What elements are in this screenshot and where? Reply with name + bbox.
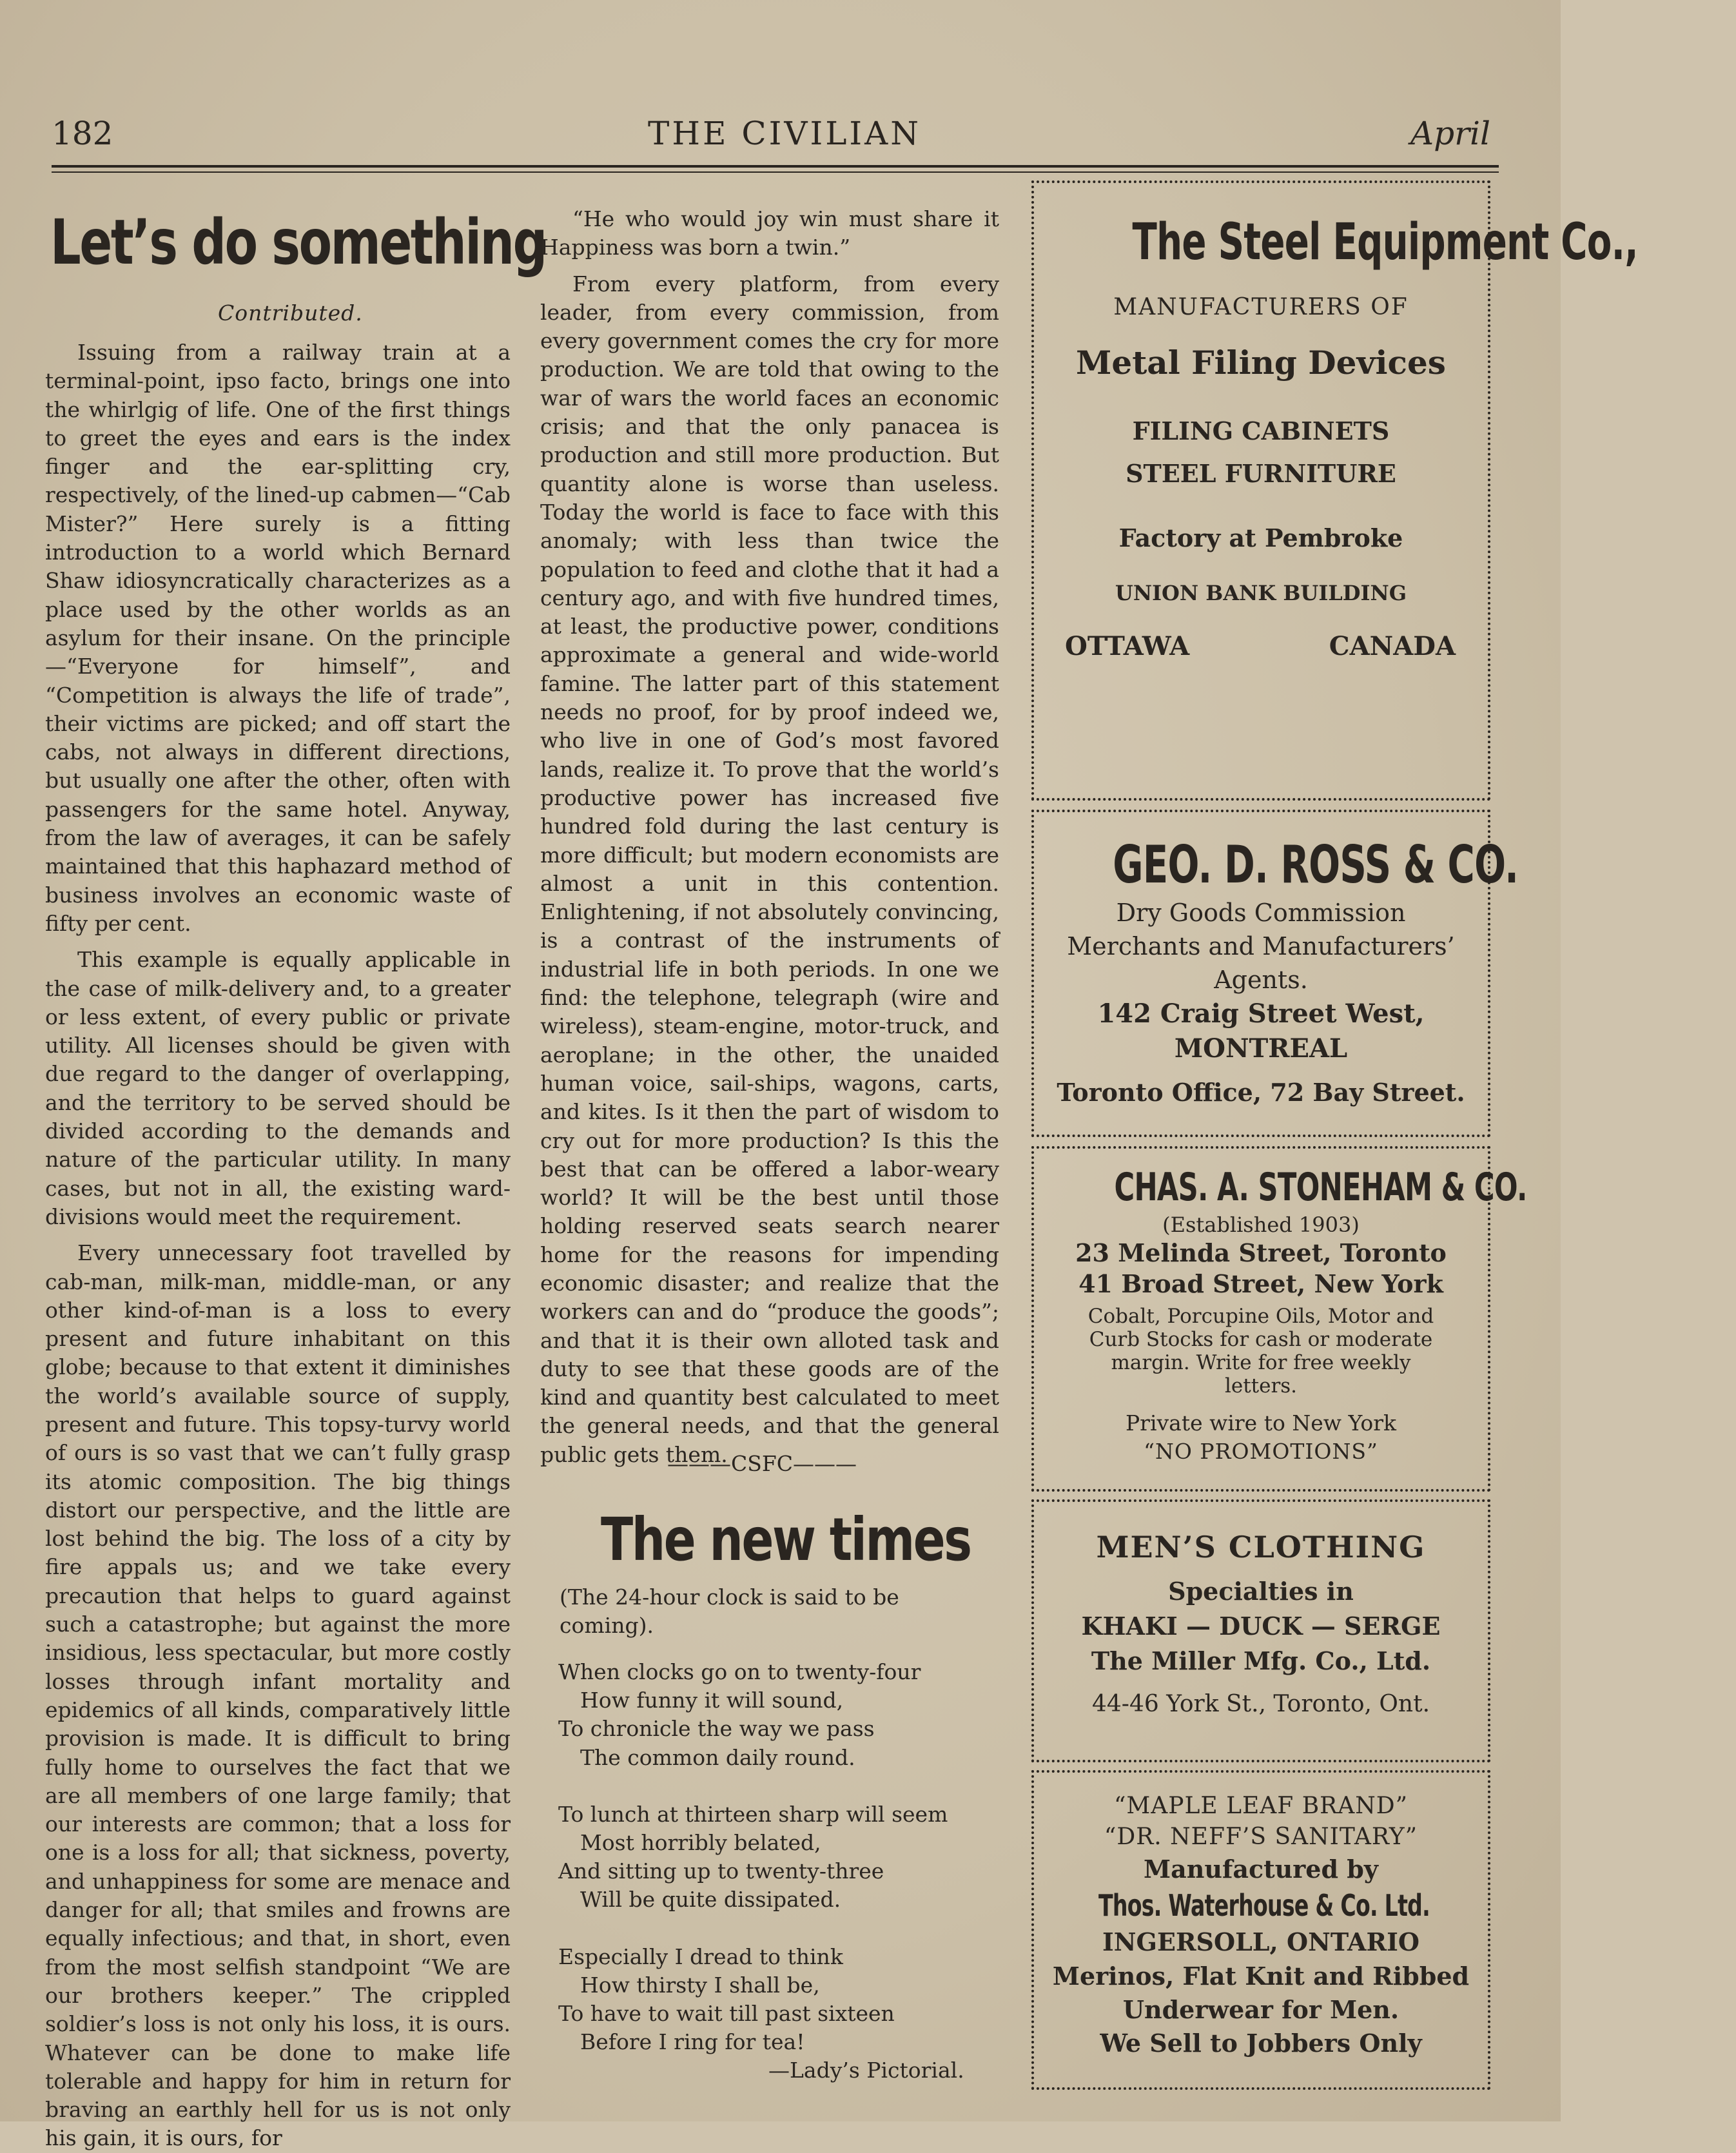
ad-line: “NO PROMOTIONS” xyxy=(1144,1439,1378,1464)
poem-line: To have to wait till past sixteen xyxy=(558,2001,895,2027)
ad-company-name: Thos. Waterhouse & Co. Ltd. xyxy=(1098,1888,1430,1923)
ad-line: MONTREAL xyxy=(1174,1033,1348,1064)
ad-line: “MAPLE LEAF BRAND” xyxy=(1113,1793,1409,1819)
ad-line: 23 Melinda Street, Toronto xyxy=(1075,1238,1447,1267)
quote-paragraph: “He who would joy win must share it Happiness was born a twin.” xyxy=(540,206,999,260)
paragraph: This example is equally applicable in the case of milk-delivery and, to a greater or less extent, of every public or private utility. All licenses should be given with due regard to the danger of overlapping, and the territory to be served should be divided according to the demands and nature of the particular utility. In many cases, but not in all, the existing ward-divisions would meet the requirement. xyxy=(45,947,511,1229)
ad-line: (Established 1903) xyxy=(1162,1213,1360,1237)
ad-line: Curb Stocks for cash or moderate xyxy=(1089,1328,1433,1351)
advertisement-mens-clothing xyxy=(1031,1499,1490,1762)
ad-line: Private wire to New York xyxy=(1125,1410,1397,1436)
poem-line: To lunch at thirteen sharp will seem xyxy=(558,1801,948,1827)
ad-line: Merinos, Flat Knit and Ribbed xyxy=(1052,1962,1470,1991)
article-byline: Contributed. xyxy=(218,300,363,326)
advertisement-stoneham xyxy=(1031,1146,1527,1492)
ad-line: The Miller Mfg. Co., Ltd. xyxy=(1091,1646,1431,1675)
poem xyxy=(558,1658,964,2085)
poem-line: How thirsty I shall be, xyxy=(580,1972,820,1998)
ad-line: Specialties in xyxy=(1168,1577,1354,1606)
article-column-1 xyxy=(45,338,511,2153)
ad-line: Agents. xyxy=(1214,966,1308,994)
poem-stanza xyxy=(558,1658,964,1772)
poem-stanza xyxy=(558,1800,964,1914)
paragraph: Every unnecessary foot travelled by cab-man, milk-man, middle-man, or any other kind-of-man is a loss to every present and future inhabitant on this globe; because to that extent it diminishes the world’s available source of supply, present and future. This topsy-turvy world of ours is so vast that we can’t fully grasp its atomic composition. The big things distort our perspective, and the little are lost behind the big. The loss of a city by fire appals us; and we take every precaution that helps to guard against such a catastrophe; but against the more insidious, less spectacular, but more costly losses through infant mortality and epidemics of all kinds, comparatively little provision is made. It is difficult to bring fully home to ourselves the fact that we are all members of one large family; that our interests are common; that a loss for one is a loss for all; that sickness, poverty, and unhappiness for some are menace and danger for all; that smiles and frowns are equally infectious; and that, in short, even from the most selfish standpoint “We are our brothers keeper.” The crippled soldier’s loss is not only his loss, it is ours. Whatever can be done to make life tolerable and happy for him in return for braving an earthly hell for us is not only his gain, it is ours, for xyxy=(45,1240,511,2151)
page-number: 182 xyxy=(52,115,113,152)
advertisement-steel-equipment xyxy=(1031,180,1638,801)
ad-line: UNION BANK BUILDING xyxy=(1115,581,1407,605)
ad-company-name: The Steel Equipment Co., xyxy=(1132,213,1638,271)
poem-line: The common daily round. xyxy=(580,1744,855,1770)
ad-line: Underwear for Men. xyxy=(1122,1995,1400,2024)
issue-month: April xyxy=(1410,115,1490,152)
ad-line: MANUFACTURERS OF xyxy=(1113,294,1409,320)
ad-line: “DR. NEFF’S SANITARY” xyxy=(1104,1824,1418,1850)
poem-line: When clocks go on to twenty-four xyxy=(558,1659,921,1684)
poem-line: Will be quite dissipated. xyxy=(580,1887,841,1913)
poem-intro: (The 24-hour clock is said to be coming). xyxy=(560,1584,899,1638)
poem-line: To chronicle the way we pass xyxy=(558,1716,875,1742)
ad-city: OTTAWA xyxy=(1065,631,1190,661)
ad-line: We Sell to Jobbers Only xyxy=(1100,2029,1422,2058)
header-rule-thin xyxy=(52,171,1499,173)
ad-line: Factory at Pembroke xyxy=(1118,523,1403,552)
ad-line: KHAKI — DUCK — SERGE xyxy=(1081,1612,1441,1641)
ad-company-name: MEN’S CLOTHING xyxy=(1096,1530,1426,1564)
publication-title: THE CIVILIAN xyxy=(648,115,922,152)
article-separator: ———CSFC——— xyxy=(667,1451,857,1476)
poem-line: Most horribly belated, xyxy=(580,1830,821,1856)
header-rule xyxy=(52,165,1499,168)
ad-company-name: CHAS. A. STONEHAM & CO. xyxy=(1114,1165,1527,1210)
article-column-2 xyxy=(540,205,999,1469)
ad-line: STEEL FURNITURE xyxy=(1126,459,1396,488)
poem-title: The new times xyxy=(601,1505,971,1574)
ad-line: 44-46 York St., Toronto, Ont. xyxy=(1091,1691,1430,1717)
ad-line: 41 Broad Street, New York xyxy=(1078,1269,1443,1298)
poem-line: Especially I dread to think xyxy=(558,1944,843,1969)
ad-company-name: GEO. D. ROSS & CO. xyxy=(1113,835,1519,895)
ad-line: FILING CABINETS xyxy=(1132,416,1390,445)
ad-address xyxy=(1034,631,1488,661)
poem-credit: —Lady’s Pictorial. xyxy=(768,2058,964,2083)
paragraph: From every platform, from every leader, from every commission, from every government comes the cry for more production. We are told that owing to the war of wars the world faces an economic crisis; and that the only panacea is production and still more production. But quantity alone is worse than useless. Today the world is face to face with this anomaly; with less than twice the population to feed and clothe that it had a century ago, and with five hundred times, at least, the productive power, conditions approximate a general and wide-world famine. The latter part of this statement needs no proof, for by proof indeed we, who live in one of God’s most favored lands, realize it. To prove that the world’s productive power has increased five hundred fold during the last century is more difficult; but modern economists are almost a unit in this contention. Enlightening, if not absolutely convincing, is a contrast of the instruments of industrial life in both periods. In one we find: the telephone, telegraph (wire and wireless), steam-engine, motor-truck, and aeroplane; in the other, the unaided human voice, sail-ships, wagons, carts, and kites. Is it then the part of wisdom to cry out for more production? Is this the best that can be offered a labor-weary world? It will be the best until those holding reserved seats search nearer home for the reasons for impending economic disaster; and realize that the workers can and do “produce the goods”; and that it is their own alloted task and duty to see that these goods are of the kind and quantity best calculated to meet the general needs, and that the general public gets them. xyxy=(540,271,999,1467)
poem-line: And sitting up to twenty-three xyxy=(558,1858,884,1884)
poem-line: How funny it will sound, xyxy=(580,1688,844,1713)
ad-line: margin. Write for free weekly xyxy=(1111,1351,1411,1374)
ad-country: CANADA xyxy=(1329,631,1456,661)
advertisement-waterhouse xyxy=(1031,1770,1490,2090)
ad-line: Toronto Office, 72 Bay Street. xyxy=(1057,1078,1465,1107)
ad-line: Merchants and Manufacturers’ xyxy=(1067,932,1455,960)
advertisement-geo-ross xyxy=(1031,810,1519,1137)
ad-line: Metal Filing Devices xyxy=(1076,344,1446,382)
poem-line: Before I ring for tea! xyxy=(580,2029,805,2055)
ad-line: Cobalt, Porcupine Oils, Motor and xyxy=(1087,1305,1434,1328)
ad-line: 142 Craig Street West, xyxy=(1097,999,1425,1029)
ad-line: Dry Goods Commission xyxy=(1116,899,1406,927)
ad-line: Manufactured by xyxy=(1144,1855,1378,1884)
ad-line: INGERSOLL, ONTARIO xyxy=(1102,1927,1419,1956)
paragraph: Issuing from a railway train at a terminal-point, ipso facto, brings one into the whirlgig of life. One of the first things to greet the eyes and ears is the index finger and the ear-splitting cry, respectively, of the lined-up cabmen—“Cab Mister?” Here surely is a fitting introduction to a world which Bernard Shaw idiosyncratically characterizes as a place used by the other worlds as an asylum for their insane. On the principle—“Everyone for himself”, and “Competition is always the life of trade”, their victims are picked; and off start the cabs, not always in different directions, but usually one after the other, often with passengers for the same hotel. Anyway, from the law of averages, it can be safely maintained that this haphazard method of business involves an economic waste of fifty per cent. xyxy=(45,340,511,936)
poem-stanza xyxy=(558,1943,964,2085)
ad-line: letters. xyxy=(1224,1374,1298,1398)
article-title: Let’s do something xyxy=(50,206,546,278)
